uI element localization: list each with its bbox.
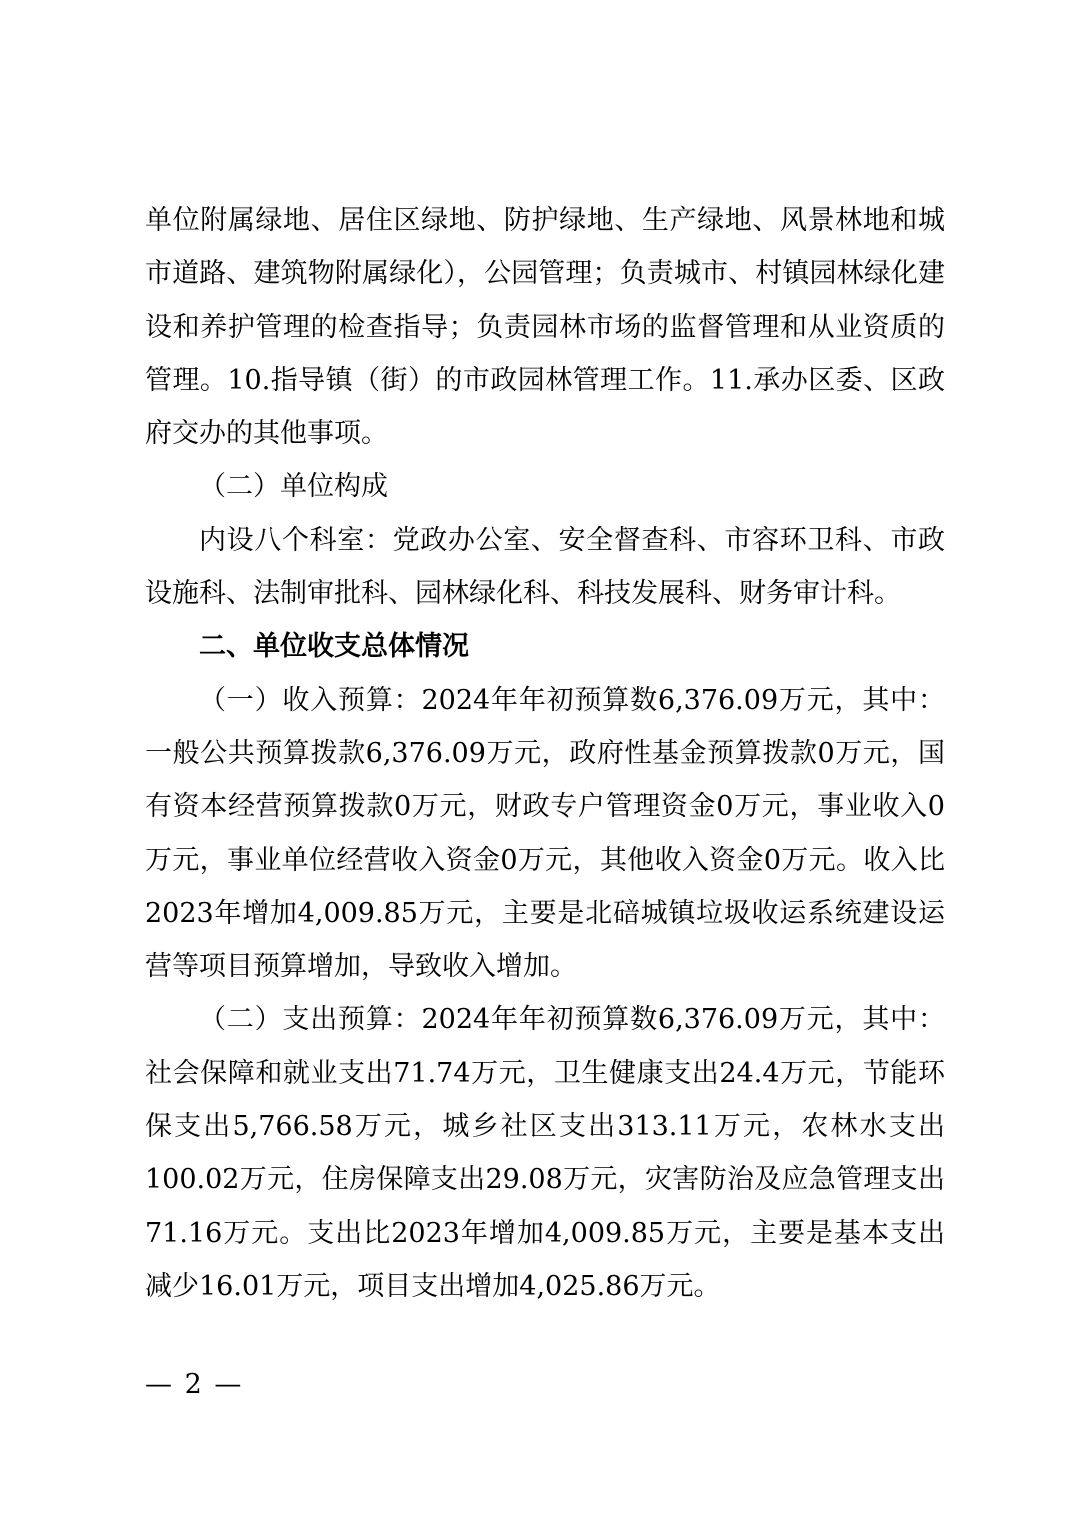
page-number: — 2 — <box>145 1369 244 1400</box>
subheading-unit-structure: （二）单位构成 <box>199 471 388 503</box>
paragraph-duties-continued: 单位附属绿地、居住区绿地、防护绿地、生产绿地、风景林地和城市道路、建筑物附属绿化），公园管理；负责城市、村镇园林绿化建设和养护管理的检查指导；负责园林市场的监督管理和从业资质的管理。10.指导镇（街）的市政园林管理工作。11.承办区委、区政府交办的其他事项。 <box>145 205 945 450</box>
paragraph-income-budget: （一）收入预算：2024年年初预算数6,376.09万元，其中：一般公共预算拨款6,376.09万元，政府性基金预算拨款0万元，国有资本经营预算拨款0万元，财政专户管理资金0万元，事业收入0万元，事业单位经营收入资金0万元，其他收入资金0万元。收入比2023年增加4,009.85万元，主要是北碚城镇垃圾收运系统建设运营等项目预算增加，导致收入增加。 <box>145 684 945 983</box>
document-body <box>145 194 945 1313</box>
paragraph-departments: 内设八个科室：党政办公室、安全督查科、市容环卫科、市政设施科、法制审批科、园林绿化科、科技发展科、财务审计科。 <box>145 524 945 610</box>
paragraph-expenditure-budget: （二）支出预算：2024年年初预算数6,376.09万元，其中：社会保障和就业支出71.74万元，卫生健康支出24.4万元，节能环保支出5,766.58万元，城乡社区支出313.11万元，农林水支出100.02万元，住房保障支出29.08万元，灾害防治及应急管理支出71.16万元。支出比2023年增加4,009.85万元，主要是基本支出减少16.01万元，项目支出增加4,025.86万元。 <box>145 1004 945 1302</box>
section-heading-budget-overview: 二、单位收支总体情况 <box>199 631 469 663</box>
